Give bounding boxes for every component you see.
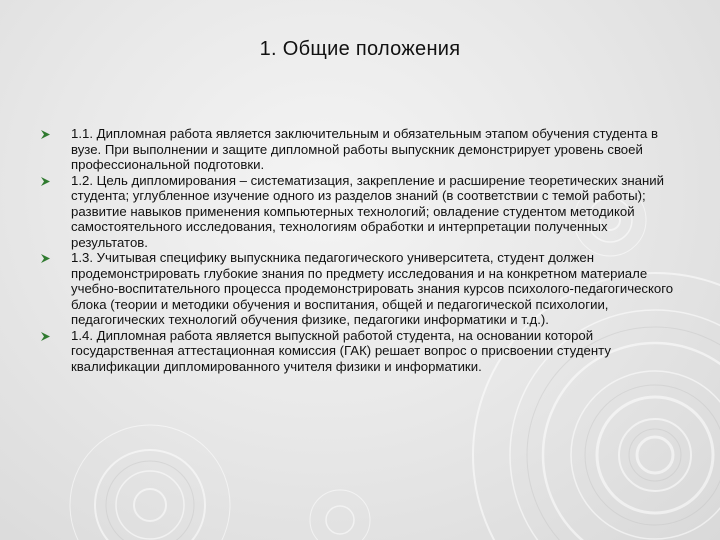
slide-title: 1. Общие положения	[259, 38, 461, 60]
arrow-bullet-icon	[40, 331, 52, 342]
arrow-bullet-icon	[40, 129, 52, 140]
list-item	[40, 250, 680, 328]
bullet-list	[40, 126, 680, 374]
list-item-text: 1.3. Учитывая специфику выпускника педагогического университета, студент должен продемонстрировать глубокие знания по предмету исследования и на конкретном материале учебно-воспитательного процесса продемонстрировать знания курсов психолого-педагогического блока (теории и методики обучения и воспитания, общей и педагогической психологии, педагогических технологий обучения физике, педагогики информатики и т.д.).	[71, 250, 674, 327]
arrow-bullet-icon	[40, 176, 52, 187]
list-item-text: 1.4. Дипломная работа является выпускной работой студента, на основании которой государственная аттестационная комиссия (ГАК) решает вопрос о присвоении студенту квалификации дипломированного учителя физики и информатики.	[71, 327, 611, 374]
list-item	[40, 173, 680, 251]
list-item	[40, 126, 680, 173]
list-item	[40, 328, 680, 375]
list-item-text: 1.2. Цель дипломирования – систематизация, закрепление и расширение теоретических знаний студента; углубленное изучение одного из разделов знаний (в соответствии с темой работы); развитие навыков применения компьютерных технологий; овладение студентом методикой самостоятельного исследования, технологиям обработки и интерпретации полученных результатов.	[71, 172, 664, 250]
list-item-text: 1.1. Дипломная работа является заключительным и обязательным этапом обучения студента в вузе. При выполнении и защите дипломной работы выпускник демонстрирует уровень своей профессиональной подготовки.	[71, 126, 659, 172]
arrow-bullet-icon	[40, 253, 52, 264]
